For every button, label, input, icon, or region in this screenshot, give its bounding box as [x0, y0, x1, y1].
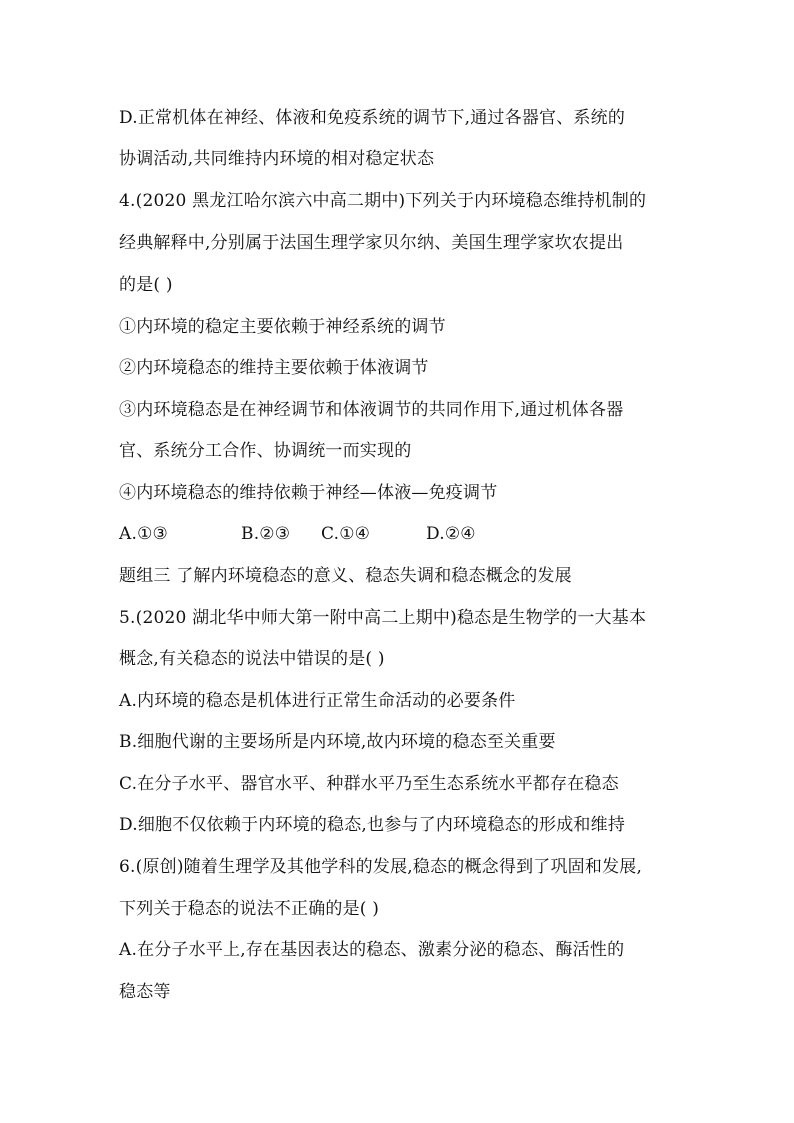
statement-2: ②内环境稳态的维持主要依赖于体液调节 — [119, 358, 429, 378]
option-a: A.内环境的稳态是机体进行正常生命活动的必要条件 — [119, 691, 516, 711]
question-4-options — [119, 523, 719, 545]
text-line: 协调活动,共同维持内环境的相对稳定状态 — [119, 149, 435, 169]
statement-1: ①内环境的稳定主要依赖于神经系统的调节 — [119, 317, 446, 337]
section-heading: 题组三 了解内环境稳态的意义、稳态失调和稳态概念的发展 — [119, 566, 572, 586]
statement-4: ④内环境稳态的维持依赖于神经—体液—免疫调节 — [119, 483, 498, 503]
text-line: 概念,有关稳态的说法中错误的是( ) — [119, 649, 385, 669]
text-line: 经典解释中,分别属于法国生理学家贝尔纳、美国生理学家坎农提出 — [119, 233, 624, 253]
question-4-stem: 4.(2020 黑龙江哈尔滨六中高二期中)下列关于内环境稳态维持机制的 — [119, 191, 647, 211]
option-c: C.在分子水平、器官水平、种群水平乃至生态系统水平都存在稳态 — [119, 774, 619, 794]
option-d: D.细胞不仅依赖于内环境的稳态,也参与了内环境稳态的形成和维持 — [119, 815, 626, 835]
option-a: A.在分子水平上,存在基因表达的稳态、激素分泌的稳态、酶活性的 — [119, 940, 625, 960]
statement-3: ③内环境稳态是在神经调节和体液调节的共同作用下,通过机体各器 — [119, 400, 624, 420]
text-line: 官、系统分工合作、协调统一而实现的 — [119, 441, 412, 461]
option-c: C.①④ — [321, 524, 371, 544]
question-5-stem: 5.(2020 湖北华中师大第一附中高二上期中)稳态是生物学的一大基本 — [119, 608, 647, 628]
text-line: 下列关于稳态的说法不正确的是( ) — [119, 899, 380, 919]
question-6-stem: 6.(原创)随着生理学及其他学科的发展,稳态的概念得到了巩固和发展, — [119, 857, 643, 877]
text-line: 稳态等 — [119, 982, 171, 1002]
text-line: 的是( ) — [119, 275, 173, 295]
option-d: D.②④ — [426, 524, 476, 544]
option-a: A.①③ — [119, 524, 168, 544]
option-b: B.细胞代谢的主要场所是内环境,故内环境的稳态至关重要 — [119, 732, 556, 752]
text-line: D.正常机体在神经、体液和免疫系统的调节下,通过各器官、系统的 — [119, 108, 626, 128]
option-b: B.②③ — [241, 524, 291, 544]
